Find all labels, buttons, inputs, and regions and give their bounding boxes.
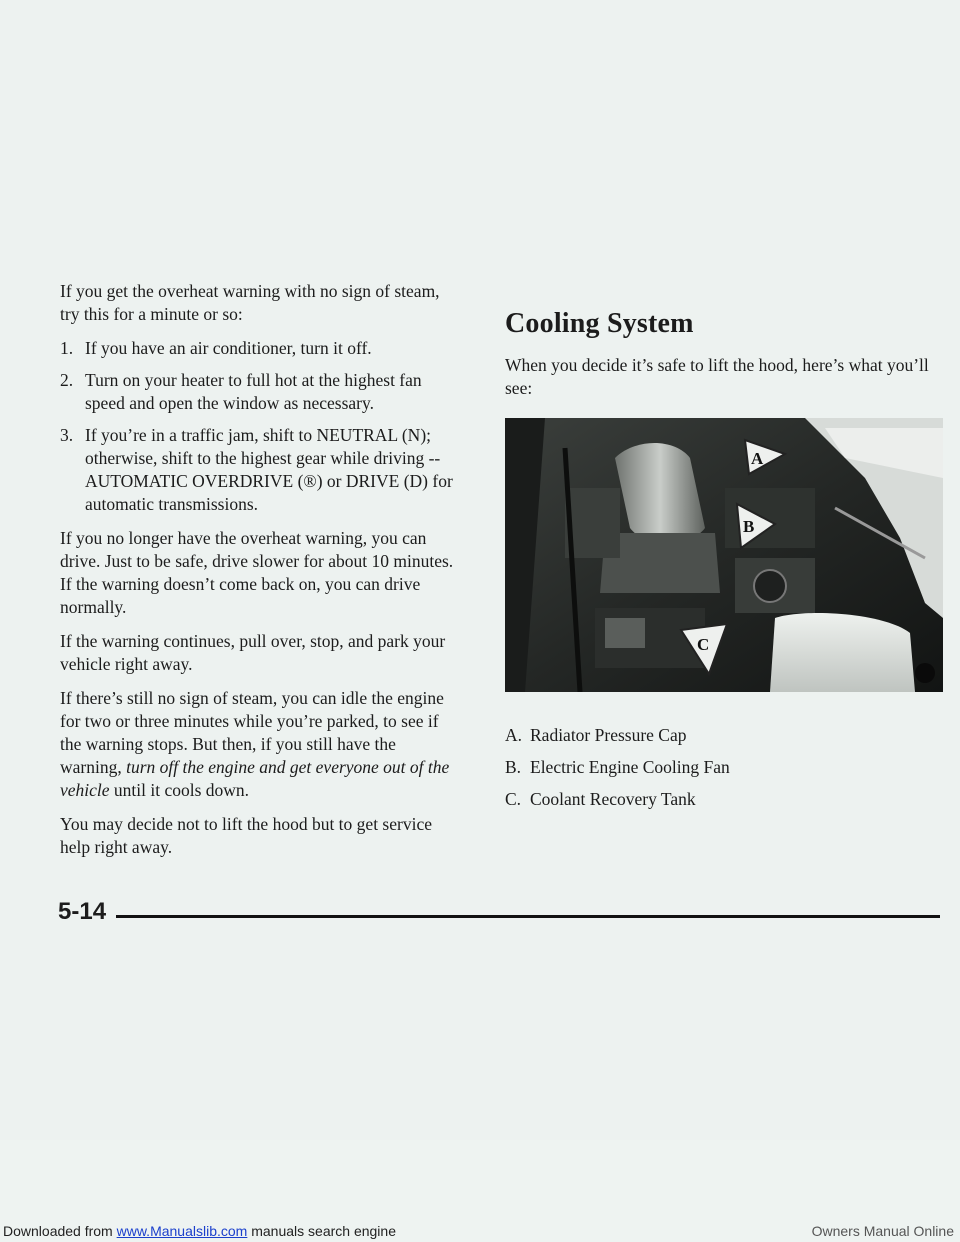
- photo-legend: [505, 724, 730, 820]
- step-number: 1.: [60, 338, 74, 358]
- footer-rule: [58, 915, 940, 918]
- watermark-text: Owners Manual Online: [811, 1223, 954, 1239]
- step-text: Turn on your heater to full hot at the highest fan speed and open the window as necessary.: [85, 370, 422, 413]
- paragraph-no-longer: If you no longer have the overheat warning, you can drive. Just to be safe, drive slower for about 10 minutes. If the warning doesn’t come back on, you can drive normally.: [60, 528, 454, 617]
- list-item: [505, 756, 730, 779]
- engine-compartment-photo: [505, 418, 943, 692]
- right-column: [505, 308, 945, 422]
- download-suffix: manuals search engine: [251, 1223, 396, 1239]
- cooling-intro: When you decide it’s safe to lift the hood, here’s what you’ll see:: [505, 355, 929, 398]
- step-text: If you have an air conditioner, turn it off.: [85, 338, 372, 358]
- legend-letter: C.: [505, 789, 522, 809]
- list-item: [505, 724, 730, 747]
- overheat-intro: If you get the overheat warning with no sign of steam, try this for a minute or so:: [60, 281, 440, 324]
- paragraph-continues: If the warning continues, pull over, stop, and park your vehicle right away.: [60, 631, 446, 674]
- steps-list: [60, 337, 460, 516]
- idle-lead: If there’s still no sign of steam, you can idle the engine for two or three minutes while you’re parked, to see if the warning stops. But then, if you still have the warning,: [60, 688, 444, 777]
- legend-text: Radiator Pressure Cap: [530, 725, 687, 745]
- list-item: [505, 788, 730, 811]
- left-column: [60, 280, 460, 870]
- legend-text: Electric Engine Cooling Fan: [530, 757, 730, 777]
- page-number-box: [58, 898, 116, 926]
- manualslib-link[interactable]: www.Manualslib.com: [116, 1223, 248, 1239]
- paragraph-service: You may decide not to lift the hood but to get service help right away.: [60, 814, 432, 857]
- step-number: 3.: [60, 425, 74, 445]
- idle-tail: until it cools down.: [113, 780, 250, 800]
- download-prefix: Downloaded from: [3, 1223, 113, 1239]
- list-item: [60, 337, 460, 360]
- callout-c-label: C: [697, 635, 710, 654]
- callout-a-label: A: [751, 449, 764, 468]
- download-source: [3, 1223, 396, 1239]
- list-item: [60, 369, 460, 415]
- paragraph-idle: [60, 687, 460, 802]
- legend-letter: A.: [505, 725, 523, 745]
- list-item: [60, 424, 460, 516]
- legend-letter: B.: [505, 757, 522, 777]
- legend-text: Coolant Recovery Tank: [530, 789, 696, 809]
- idle-warning-italic: turn off the engine and get everyone out of the vehicle: [60, 757, 450, 800]
- callout-b-label: B: [743, 517, 755, 536]
- download-bar: [0, 1222, 960, 1242]
- page-number: 5-14: [58, 898, 107, 925]
- step-number: 2.: [60, 370, 74, 390]
- engine-photo-illustration: [505, 418, 943, 692]
- step-text: If you’re in a traffic jam, shift to NEUTRAL (N); otherwise, shift to the highest gear while driving -- AUTOMATIC OVERDRIVE (®) or DRIVE (D) for automatic transmissions.: [85, 425, 453, 514]
- section-title: Cooling System: [505, 308, 694, 339]
